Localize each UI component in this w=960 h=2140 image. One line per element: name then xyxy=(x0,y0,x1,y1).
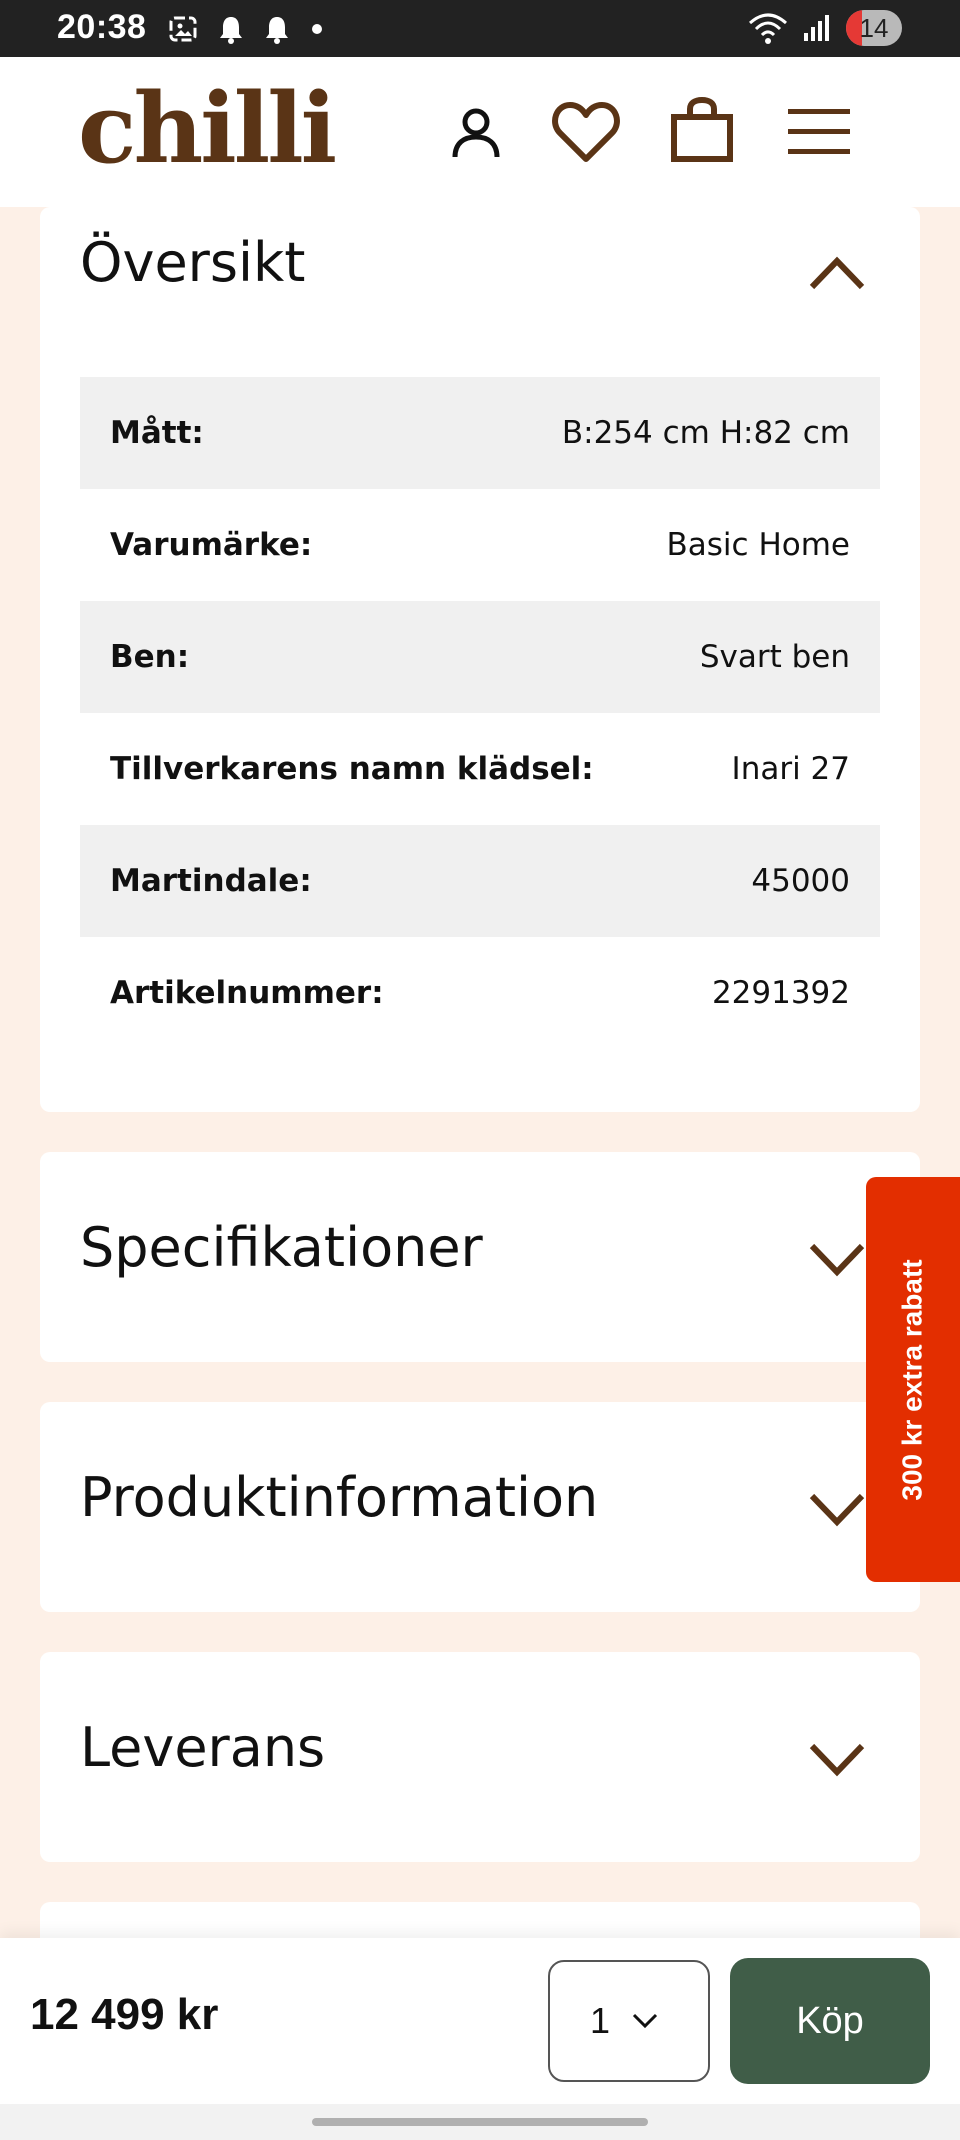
promo-label: 300 kr extra rabatt xyxy=(897,1258,929,1501)
quantity-value: 1 xyxy=(590,2000,611,2041)
spec-row xyxy=(80,489,880,601)
heart-icon[interactable] xyxy=(552,101,620,163)
chevron-down-icon[interactable] xyxy=(808,1742,866,1778)
spec-value: 45000 xyxy=(751,863,850,899)
delivery-title[interactable]: Leverans xyxy=(80,1716,326,1779)
price: 12 499 kr xyxy=(30,1990,219,2039)
spec-value: 2291392 xyxy=(711,975,850,1011)
spec-row xyxy=(80,601,880,713)
signal-icon xyxy=(802,13,832,43)
overview-table xyxy=(80,377,880,1049)
chevron-down-icon[interactable] xyxy=(808,1242,866,1278)
bag-icon[interactable] xyxy=(670,97,734,163)
battery-indicator xyxy=(846,10,902,46)
system-nav-bar xyxy=(0,2104,960,2140)
spec-label: Tillverkarens namn klädsel: xyxy=(110,751,594,787)
quantity-select[interactable] xyxy=(548,1960,710,2082)
specifications-section[interactable] xyxy=(40,1152,920,1362)
specifications-title[interactable]: Specifikationer xyxy=(80,1216,483,1279)
spec-row xyxy=(80,713,880,825)
spec-label: Mått: xyxy=(110,415,204,451)
bell-icon xyxy=(264,14,290,44)
status-time: 20:38 xyxy=(57,8,147,46)
spec-label: Artikelnummer: xyxy=(110,975,384,1011)
spec-row xyxy=(80,825,880,937)
chilli-logo[interactable]: chilli xyxy=(78,72,335,185)
chevron-down-icon xyxy=(632,2013,658,2029)
user-icon[interactable] xyxy=(450,105,502,161)
bell-icon xyxy=(218,14,244,44)
status-icons-right xyxy=(748,10,902,46)
spec-value: B:254 cm H:82 cm xyxy=(561,415,850,451)
delivery-section[interactable] xyxy=(40,1652,920,1862)
spec-value: Inari 27 xyxy=(731,751,850,787)
spec-value: Svart ben xyxy=(699,639,850,675)
spec-label: Varumärke: xyxy=(110,527,313,563)
product-info-title[interactable]: Produktinformation xyxy=(80,1466,599,1529)
wifi-icon xyxy=(748,11,788,45)
buy-bar xyxy=(0,1938,960,2104)
status-bar xyxy=(0,0,960,57)
gallery-icon xyxy=(168,14,198,44)
product-info-section[interactable] xyxy=(40,1402,920,1612)
dot-icon xyxy=(310,22,324,36)
chevron-down-icon[interactable] xyxy=(808,1492,866,1528)
spec-value: Basic Home xyxy=(666,527,850,563)
spec-label: Martindale: xyxy=(110,863,312,899)
spec-row xyxy=(80,377,880,489)
promo-tab[interactable] xyxy=(866,1177,960,1582)
overview-section xyxy=(40,207,920,1112)
overview-title[interactable]: Översikt xyxy=(80,231,306,294)
spec-label: Ben: xyxy=(110,639,190,675)
battery-level: 14 xyxy=(859,12,889,43)
buy-button[interactable]: Köp xyxy=(730,1958,930,2084)
menu-icon[interactable] xyxy=(788,107,850,155)
status-icons-left xyxy=(168,14,324,44)
chevron-up-icon[interactable] xyxy=(808,255,866,291)
spec-row xyxy=(80,937,880,1049)
home-handle[interactable] xyxy=(312,2118,648,2126)
site-header xyxy=(0,57,960,207)
